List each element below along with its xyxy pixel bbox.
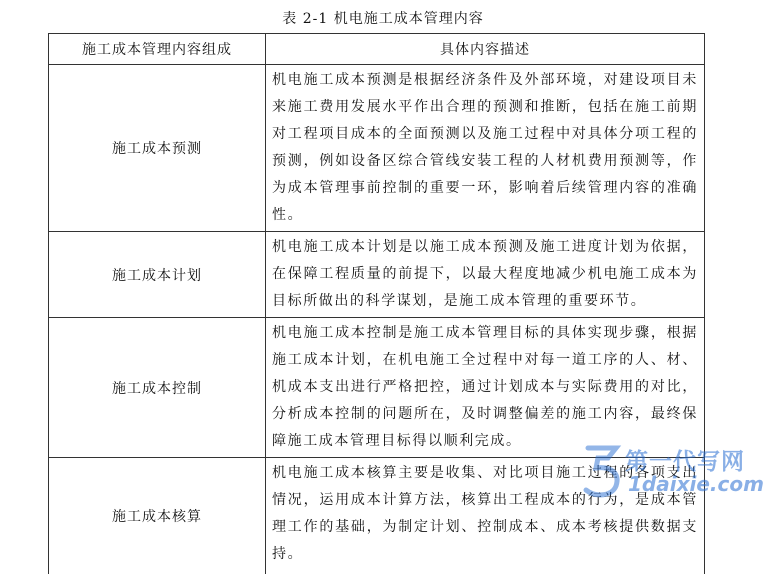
table-caption: 表 2-1 机电施工成本管理内容 <box>0 8 766 28</box>
row-label-control: 施工成本控制 <box>49 318 266 458</box>
row-desc-plan: 机电施工成本计划是以施工成本预测及施工进度计划为依据，在保障工程质量的前提下，以最大程度地减少机电施工成本为目标所做出的科学谋划，是施工成本管理的重要环节。 <box>266 232 705 318</box>
row-desc-accounting: 机电施工成本核算主要是收集、对比项目施工过程的各项支出情况，运用成本计算方法，核算出工程成本的行为，是成本管理工作的基础，为制定计划、控制成本、成本考核提供数据支持。 <box>266 458 705 574</box>
table-header-row <box>49 34 705 65</box>
header-component: 施工成本管理内容组成 <box>49 34 266 65</box>
table-row <box>49 232 705 318</box>
table-row <box>49 65 705 232</box>
row-label-plan: 施工成本计划 <box>49 232 266 318</box>
table-row <box>49 318 705 458</box>
row-label-accounting: 施工成本核算 <box>49 458 266 574</box>
row-desc-control: 机电施工成本控制是施工成本管理目标的具体实现步骤，根据施工成本计划，在机电施工全过程中对每一道工序的人、材、机成本支出进行严格把控，通过计划成本与实际费用的对比，分析成本控制的问题所在，及时调整偏差的施工内容，最终保障施工成本管理目标得以顺利完成。 <box>266 318 705 458</box>
watermark-url: 1daixie.com <box>628 472 764 496</box>
watermark-logo-icon <box>578 440 628 500</box>
header-description: 具体内容描述 <box>266 34 705 65</box>
watermark-text: 第一代写网 <box>625 443 745 476</box>
row-label-forecast: 施工成本预测 <box>49 65 266 232</box>
row-desc-forecast: 机电施工成本预测是根据经济条件及外部环境，对建设项目未来施工费用发展水平作出合理的预测和推断，包括在施工前期对工程项目成本的全面预测以及施工过程中对具体分项工程的预测，例如设备区综合管线安装工程的人材机费用预测等，作为成本管理事前控制的重要一环，影响着后续管理内容的准确性。 <box>266 65 705 232</box>
